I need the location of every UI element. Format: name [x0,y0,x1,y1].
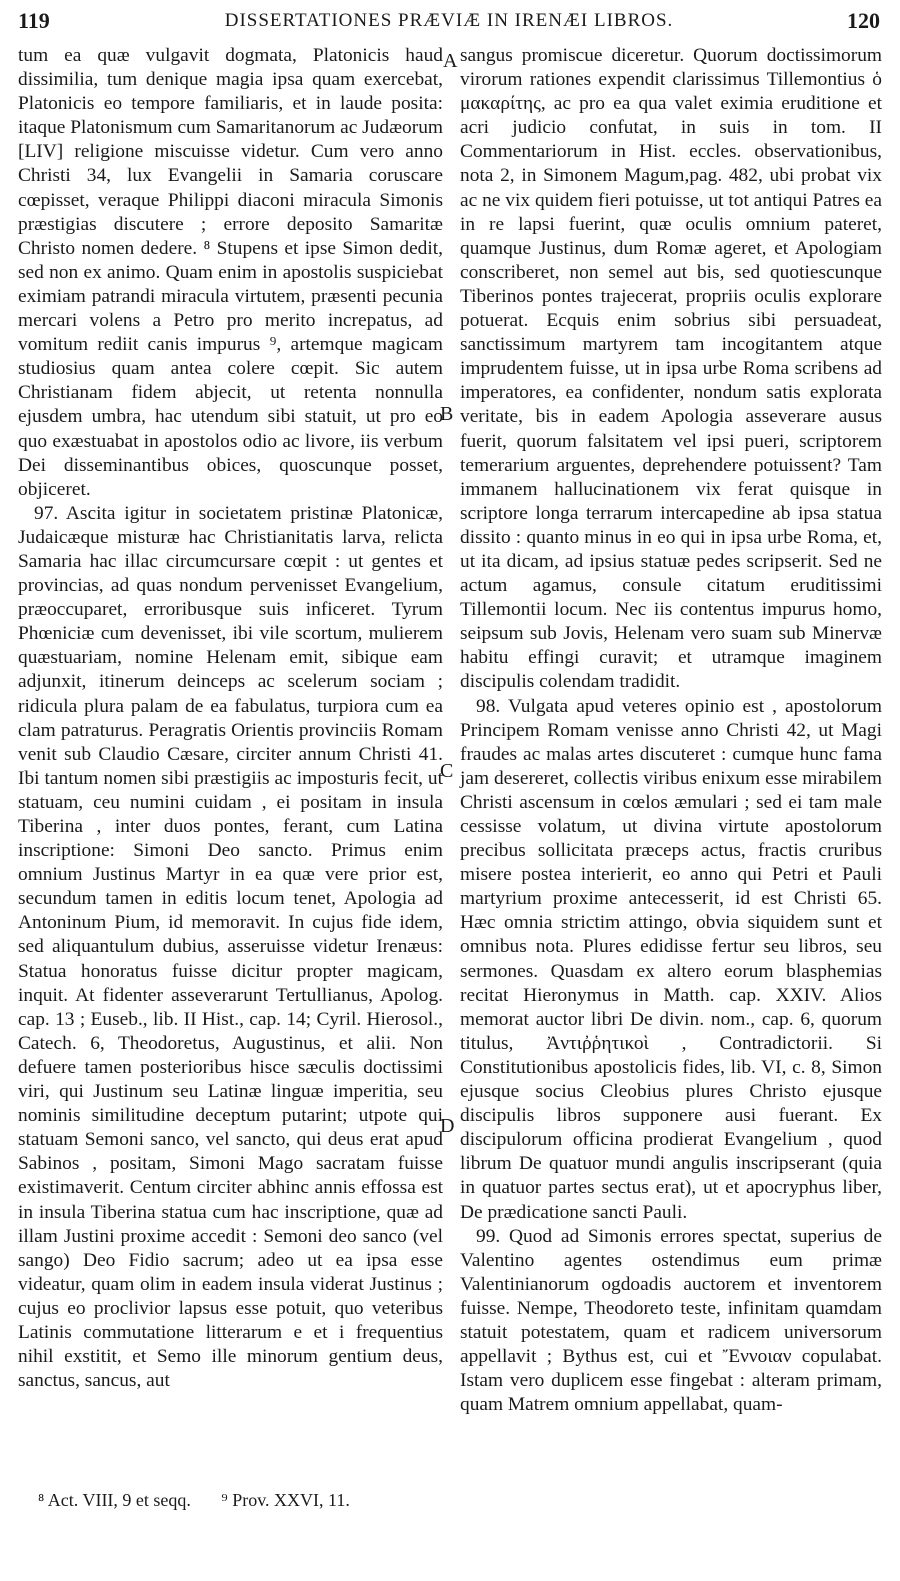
page-number-right: 120 [847,8,880,33]
margin-marker-d: D [440,1115,455,1137]
running-title: DISSERTATIONES PRÆVIÆ IN IRENÆI LIBROS. [224,10,674,31]
footnote-9: ⁹ Prov. XXVI, 11. [221,1490,350,1510]
margin-marker-a: A [443,50,458,72]
left-paragraph-1: tum ea quæ vulgavit dogmata, Platonicis haud dissimilia, tum denique magia ipsa quam exercebat, Platonicis eo tempore familiaris, et in laude posita: itaque Platonismum cum Samaritanorum ac Judæorum [LIV] religione miscuisse videtur. Cum vero anno Christi 34, lux Evangelii in Samaria coruscare cœpisset, veraque Philippi diaconi miracula Simonis præstigias discutere ; errore deposito Samaritæ Christo nomen dedere. ⁸ Stupens et ipse Simon dedit, sed non ex animo. Quam enim in apostolis suspiciebat eximiam patrandi miracula virtutem, præsenti pecunia mercari volens a Petro pro merito increpatus, ad vomitum rediit canis impurus ⁹, artemque magicam studiosius quam antea colere cœpit. Sic autem Christianam fidem abjecit, ut retenta nonnulla ejusdem umbra, hac utendum sibi statuit, ut pro eo quo exæstuabat in apostolos odio ac livore, iis verbum Dei disseminantibus obices, quoscunque posset, objiceret. [18,45,443,500]
left-column [18,44,443,1393]
footnotes [38,1490,376,1511]
right-paragraph-1: sangus promiscue diceretur. Quorum doctissimorum virorum rationes expendit clarissimus Tillemontius ὁ μακαρίτης, ac pro ea qua valet eximia eruditione et acri judicio confutat, in suis in tom. II Commentariorum in Hist. eccles. observationibus, nota 2, in Simonem Magum,pag. 482, ubi probat vix ac ne vix quidem fieri potuisse, ut tot antiqui Patres ea in re lapsi fuerint, quæ oculis omnium pateret, quamque Justinus, dum Romæ ageret, et Apologiam conscriberet, non semel aut bis, sed quotiescunque Tiberinos pontes trajecerat, propriis oculis explorare potuerat. Ecquis enim sobrius sibi persuadeat, sanctissimum martyrem tam incogitantem atque imprudentem fuisse, ut in ipsa urbe Roma scribens ad imperatores, ea confidenter, nondum satis explorata veritate, bis in eadem Apologia asseverare ausus fuerit, quorum falsitatem vel ipsi pueri, scriptorem temerarium arguentes, deprehendere potuissent? Tam immanem hallucinationem vix ferat quisque in scriptore longa terrarum intercapedine ab ipsa statua dissito : quanto minus in eo qui in ipsa urbe Roma, et, ut ita dicam, ad ipsius statuæ pedes scripserit. Sed ne actum agamus, consule citatum eruditissimi Tillemontii locum. Nec iis contentus impurus homo, seipsum sub Jovis, Helenam vero suam sub Minervæ habitu effingi curavit; et utramque imaginem discipulis colendam tradidit. [460,45,882,693]
page-header [18,8,880,38]
right-paragraph-2: 98. Vulgata apud veteres opinio est , apostolorum Principem Romam venisse anno Christi 42, ut Magi fraudes ac malas artes discuteret : cumque hunc fama jam desereret, collectis viribus enixum esse mirabilem Christi ascensum in cœlos æmulari ; sed ei tam male cessisse volatum, ut divina virtute apostolorum precibus sollicitata præceps actus, fractis cruribus misere postea interierit, eo anno qui Petri et Pauli martyrium proxime antecesserit, id est Christi 65. Hæc omnia strictim attingo, obvia siquidem sunt et omnibus nota. Plures edidisse fertur seu libros, seu sermones. Quasdam ex altero eorum blasphemias recitat Hieronymus in Matth. cap. XXIV. Alios memorat auctor libri De divin. nom., cap. 6, quorum titulus, Ἀντιῤῥητικοὶ , Contradictorii. Si Constitutionibus apostolicis fides, lib. VI, c. 8, Simon ejusque socius Cleobius plures Christo ejusque discipulis libros supponere ausi fuerant. Ex discipulorum officina prodierat Evangelium , quod librum De quatuor mundi angulis inscripserant (quia in quatuor partes sectus erat), ut et apocryphus liber, De prædicatione sancti Pauli. [460,695,882,1223]
margin-marker-c: C [440,760,454,782]
margin-marker-b: B [440,403,454,425]
left-paragraph-2: 97. Ascita igitur in societatem pristinæ Platonicæ, Judaicæque misturæ hac Christianitatis larva, relicta Samaria hac illac circumcursare cœpit : ut gentes et provincias, ad quas nondum pervenisset Evangelium, præoccuparet, erroribusque suis inficeret. Tyrum Phœniciæ cum devenisset, ibi vile scortum, mulierem quæstuariam, nomine Helenam emit, sibique eam adjunxit, itinerum deinceps ac scelerum sociam ; ridicula plura palam de ea fabulatus, turpiora cum ea clam patraturus. Peragratis Orientis provinciis Romam venit sub Claudio Cæsare, circiter annum Christi 41. Ibi tantum nomen sibi præstigiis ac imposturis fecit, ut statuam, ceu numini cuidam , ei positam in insula Tiberina , inter duos pontes, ferant, cum Latina inscriptione: Simoni Deo sancto. Primus enim omnium Justinus Martyr in ea quæ vere prior est, secundum tamen in editis locum tenet, Apologia ad Antoninum Pium, id memoravit. In cujus fide idem, sed aliquantulum dubius, asseruisse videtur Irenæus: Statua honoratus fuisse dicitur propter magicam, inquit. At fidenter asseverarunt Tertullianus, Apolog. cap. 13 ; Euseb., lib. II Hist., cap. 14; Cyril. Hierosol., Catech. 6, Theodoretus, Augustinus, et alii. Non defuere tamen posterioribus hisce sæculis doctissimi viri, qui Justinum seu Latinæ linguæ imperitia, seu nominis similitudine deceptum putarint; utpote qui statuam Semoni sanco, vel sancto, qui deus erat apud Sabinos , positam, Simoni Mago sacratam fuisse existimaverit. Centum circiter abhinc annis effossa est in insula Tiberina statua cum hac inscriptione, quæ ad illam Justini proxime accedit : Semoni deo sanco (vel sango) Deo Fidio sacrum; adeo ut ea ipsa esse videatur, quam olim in eadem insula viderat Justinus ; cujus eo proclivior lapsus esse potuit, quo veteribus Latinis commutatione litterarum e et i frequentius nihil exstitit, et Semo ille minorum gentium deus, sanctus, sancus, aut [18,502,443,1392]
page-number-left: 119 [18,8,50,33]
footnote-8: ⁸ Act. VIII, 9 et seqq. [38,1490,191,1510]
right-paragraph-3: 99. Quod ad Simonis errores spectat, superius de Valentino agentes ostendimus eum primæ Valentinianorum ogdoadis auctorem et inventorem fuisse. Nempe, Theodoreto teste, infinitam quamdam statuit potestatem, quam et radicem universorum appellavit ; Bythus est, cui et Ἔννοιαν copulabat. Istam vero duplicem esse fingebat : alteram primam, quam Matrem omnium appellabat, quam- [460,1225,882,1416]
right-column [460,44,882,1417]
